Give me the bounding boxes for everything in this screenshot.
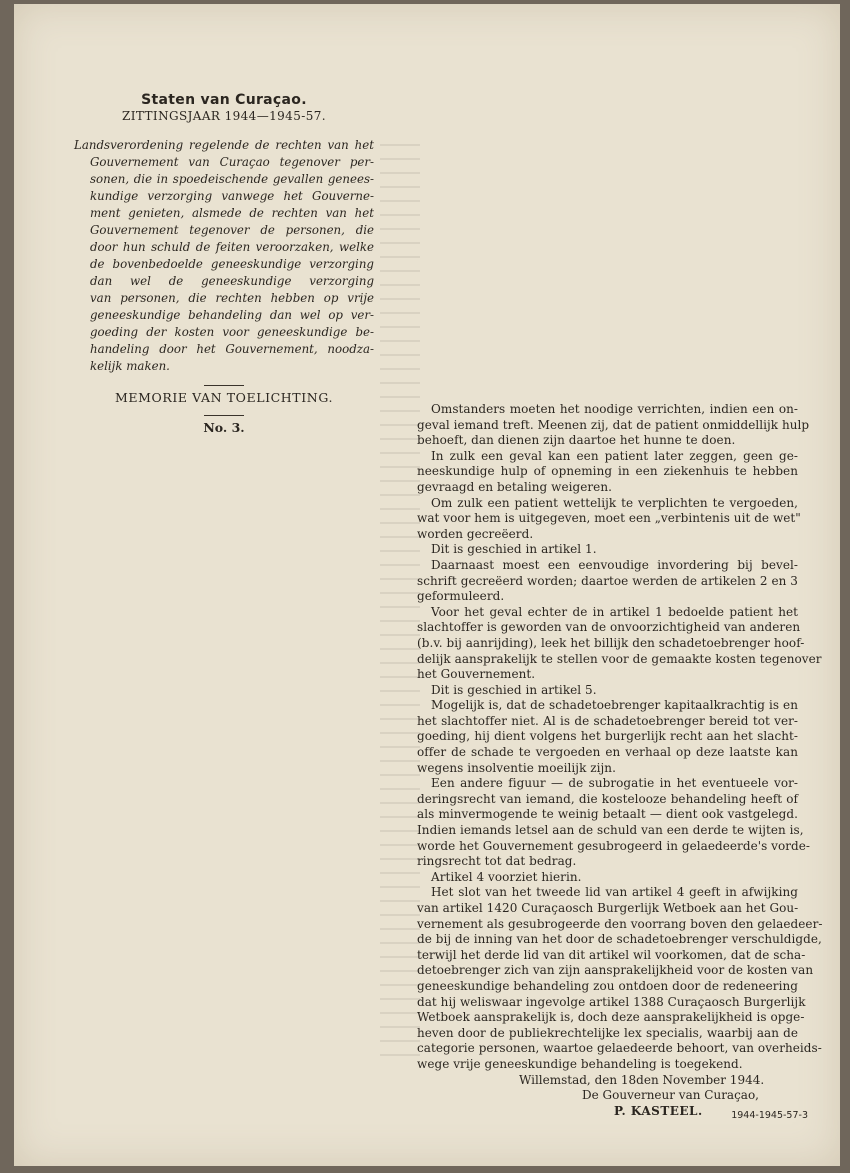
body-line: gevraagd en betaling weigeren. (417, 479, 612, 494)
lead-line: kelijk maken. (90, 359, 170, 373)
document-code: 1944-1945-57-3 (731, 1110, 808, 1121)
title-block (74, 92, 374, 435)
body-line: van artikel 1420 Curaçaosch Burgerlijk Wetboek aan het Gou- (417, 901, 799, 915)
body-line: het slachtoffer niet. Al is de schadetoebrenger bereid tot ver- (417, 713, 798, 728)
lead-line: sonen, die in spoedeischende gevallen genees- (90, 172, 374, 186)
body-line: offer de schade te vergoeden en verhaal op deze laatste kan (417, 745, 798, 760)
body-line: neeskundige hulp of opneming in een ziekenhuis te hebben (417, 464, 798, 479)
lead-line: ment genieten, alsmede de rechten van het (90, 206, 374, 220)
body-line: goeding, hij dient volgens het burgerlijk recht aan het slacht- (417, 729, 798, 744)
lead-line: dan wel de geneeskundige verzorging (90, 274, 374, 288)
divider (204, 385, 244, 386)
body-line: (b.v. bij aanrijding), leek het billijk den schadetoebrenger hoof- (417, 635, 805, 650)
body-line: Omstanders moeten het noodige verrichten, indien een on- (431, 402, 798, 416)
body-line: heven door de publiekrechtelijke lex specialis, waarbij aan de (417, 1025, 798, 1040)
body-line: als minvermogende te weinig betaalt — dient ook vastgelegd. (417, 807, 798, 822)
body-line: schrift gecreëerd worden; daartoe werden de artikelen 2 en 3 (417, 573, 798, 588)
body-line: Artikel 4 voorziet hierin. (431, 869, 582, 884)
body-line: het Gouvernement. (417, 667, 536, 682)
body-line: Dit is geschied in artikel 1. (431, 542, 597, 557)
body-line: slachtoffer is geworden van de onvoorzichtigheid van anderen (417, 620, 801, 635)
signatory-role: De Gouverneur van Curaçao, (582, 1088, 759, 1103)
body-line: worden gecreëerd. (417, 526, 534, 541)
ordinance-title (74, 137, 374, 375)
body-line: terwijl het derde lid van dit artikel wil voorkomen, dat de scha- (417, 947, 806, 962)
body-line: wegens insolventie moeilijk zijn. (417, 760, 616, 775)
body-line: Een andere figuur — de subrogatie in het eventueele vor- (431, 776, 798, 791)
place-date: Willemstad, den 18den November 1944. (519, 1072, 765, 1087)
body-line: ringsrecht tot dat bedrag. (417, 854, 577, 869)
body-line: deringsrecht van iemand, die kostelooze behandeling heeft of (417, 791, 798, 806)
body-line: wat voor hem is uitgegeven, moet een „verbintenis uit de wet" (417, 511, 801, 526)
document-page (14, 4, 840, 1166)
body-line: Voor het geval echter de in artikel 1 bedoelde patient het (431, 604, 798, 619)
body-line: geneeskundige behandeling zou ontdoen door de redeneering (417, 978, 798, 993)
body-line: Indien iemands letsel aan de schuld van een derde te wijten is, (417, 823, 804, 838)
body-text (417, 402, 823, 1119)
lead-line: Landsverordening regelende de rechten van het (74, 138, 374, 152)
body-line: Daarnaast moest een eenvoudige invordering bij bevel- (431, 557, 798, 572)
bleed-through-texture (380, 144, 420, 1064)
lead-line: Gouvernement tegenover de personen, die (90, 223, 374, 237)
lead-line: handeling door het Gouvernement, noodza- (90, 342, 374, 356)
body-line: Mogelijk is, dat de schadetoebrenger kapitaalkrachtig is en (431, 698, 798, 713)
body-line: geval iemand treft. Meenen zij, dat de patient onmiddellijk hulp (417, 417, 810, 432)
lead-line: geneeskundige behandeling dan wel op ver- (90, 308, 374, 322)
body-line: worde het Gouvernement gesubrogeerd in gelaedeerde's vorde- (417, 838, 811, 853)
body-line: Het slot van het tweede lid van artikel 4 geeft in afwijking (431, 885, 798, 900)
lead-line: de bovenbedoelde geneeskundige verzorging (90, 257, 374, 271)
lead-line: kundige verzorging vanwege het Gouverne- (90, 189, 374, 203)
body-line: vernement als gesubrogeerde den voorrang boven den gelaedeer- (417, 916, 823, 931)
body-line: In zulk een geval kan een patient later zeggen, geen ge- (431, 448, 798, 463)
lead-line: goeding der kosten voor geneeskundige be- (90, 325, 374, 339)
body-line: behoeft, dan dienen zijn daartoe het hunne te doen. (417, 433, 736, 448)
lead-line: van personen, die rechten hebben op vrije (90, 291, 374, 305)
body-line: Wetboek aansprakelijk is, doch deze aansprakelijkheid is opge- (417, 1010, 805, 1025)
session-year: ZITTINGSJAAR 1944—1945-57. (122, 109, 326, 123)
divider (204, 415, 244, 416)
body-line: detoebrenger zich van zijn aansprakelijkheid voor de kosten van (417, 963, 814, 978)
body-line: categorie personen, waartoe gelaedeerde behoort, van overheids- (417, 1041, 822, 1056)
body-line: Om zulk een patient wettelijk te verplichten te vergoeden, (431, 495, 798, 510)
document-number: No. 3. (203, 420, 245, 435)
body-line: wege vrije geneeskundige behandeling is toegekend. (417, 1056, 743, 1071)
body-line: Dit is geschied in artikel 5. (431, 682, 597, 697)
page-title: Staten van Curaçao. (141, 92, 307, 108)
lead-line: Gouvernement van Curaçao tegenover per- (90, 155, 374, 169)
body-line: de bij de inning van het door de schadetoebrenger verschuldigde, (417, 932, 822, 947)
lead-line: door hun schuld de feiten veroorzaken, welke (90, 240, 374, 254)
body-line: geformuleerd. (417, 589, 505, 604)
section-heading: MEMORIE VAN TOELICHTING. (114, 390, 334, 405)
signatory-name: P. KASTEEL. (614, 1103, 703, 1118)
body-line: dat hij weliswaar ingevolge artikel 1388 Curaçaosch Burgerlijk (417, 994, 806, 1009)
body-line: delijk aansprakelijk te stellen voor de gemaakte kosten tegenover (417, 651, 822, 666)
